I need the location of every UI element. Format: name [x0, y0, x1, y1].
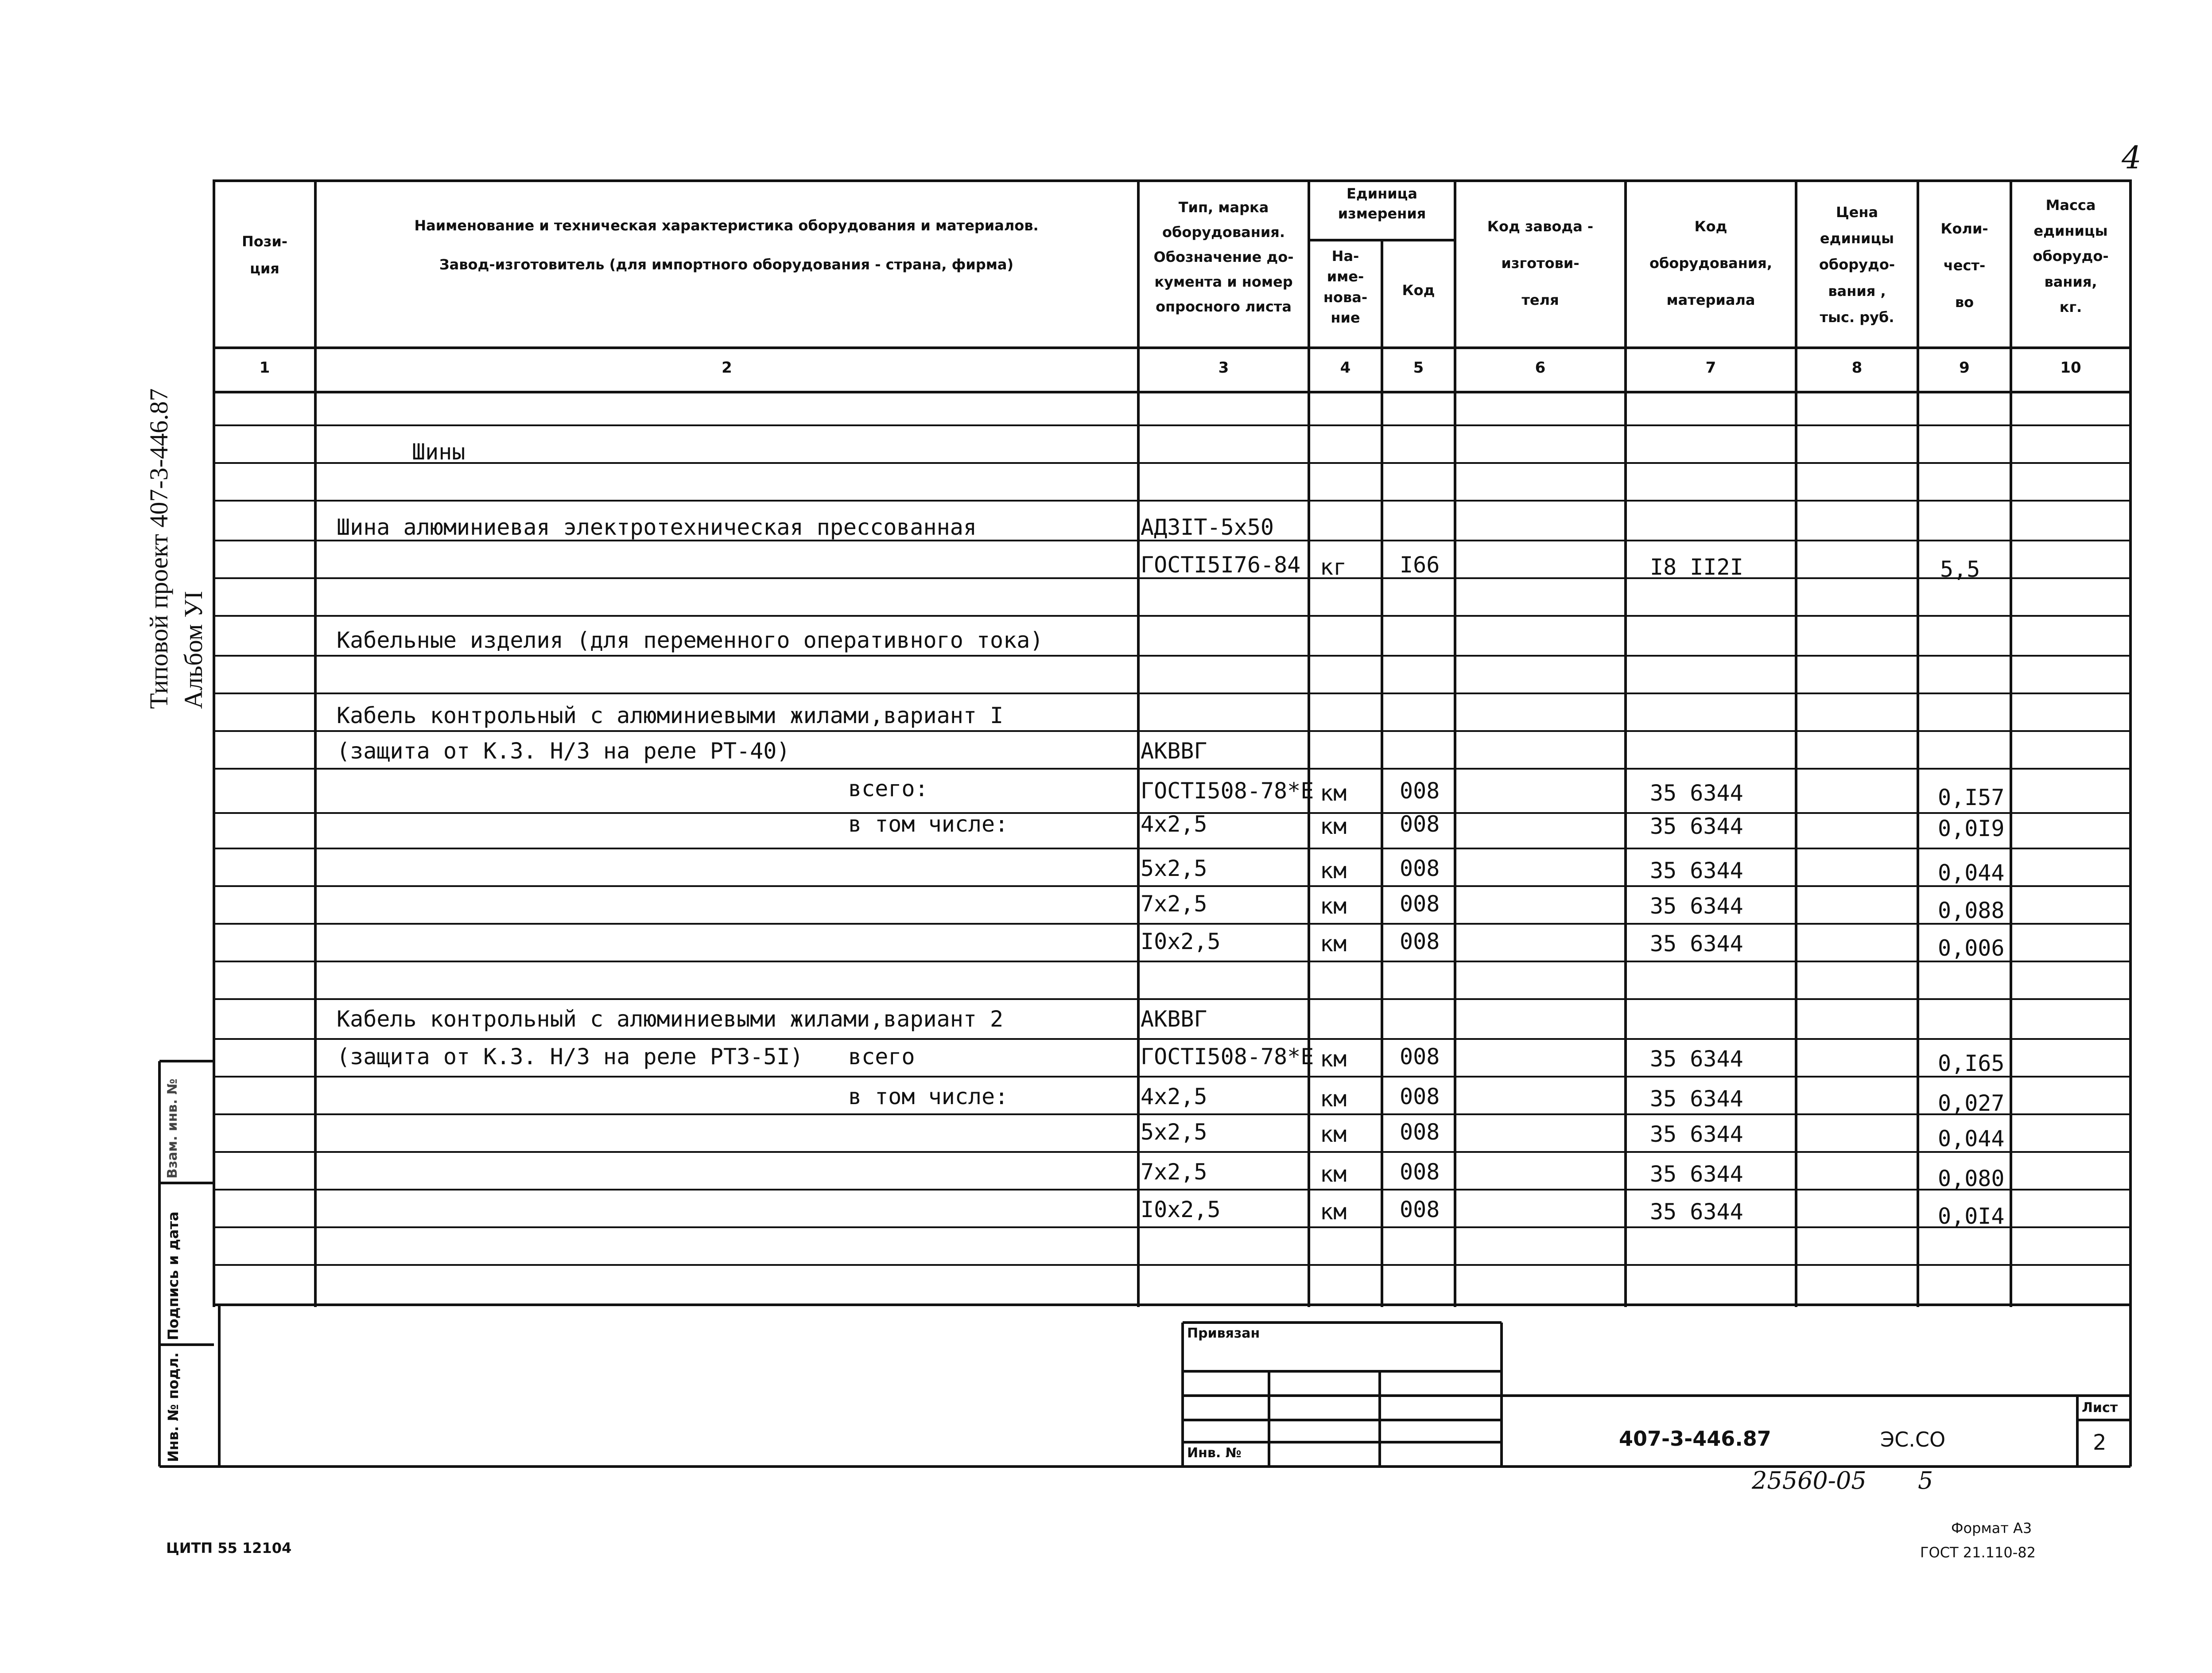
row-name: Шина алюминиевая электротехническая прессованная	[337, 514, 977, 540]
row-name: Кабель контрольный с алюминиевыми жилами,вариант I	[337, 703, 1004, 728]
row-material-code: 35 6344	[1650, 858, 1743, 883]
header-name-line2: Завод-изготовитель (для импортного оборудования - страна, фирма)	[439, 256, 1014, 273]
row-name: (защита от К.З. Н/З на реле РТЗ-5I)	[337, 1044, 803, 1070]
row-material-code: 35 6344	[1650, 1121, 1743, 1147]
row-unit: км	[1320, 780, 1347, 806]
row-material-code: 35 6344	[1650, 1199, 1743, 1225]
row-quantity: 0,006	[1938, 935, 2005, 961]
row-type: 4х2,5	[1141, 811, 1207, 837]
handwritten-sheet: 5	[1918, 1467, 1933, 1494]
row-unit: км	[1320, 1121, 1347, 1147]
header-price: Цена единицы оборудо- вания , тыс. руб.	[1819, 204, 1895, 326]
header-unit-code: Код	[1402, 282, 1435, 299]
footer-citp: ЦИТП 55 12104	[166, 1540, 292, 1556]
side-title-line2: Альбом УI	[179, 591, 208, 709]
row-type: АКВВГ	[1141, 1006, 1207, 1032]
row-code: 008	[1400, 1159, 1440, 1185]
header-factory-code: Код завода - изготови- теля	[1487, 218, 1594, 309]
row-code: 008	[1400, 856, 1440, 881]
row-unit: кг	[1320, 554, 1347, 580]
row-code: I66	[1400, 552, 1440, 578]
header-name-line1: Наименование и техническая характеристика оборудования и материалов.	[414, 217, 1039, 234]
header-position: Пози- ция	[241, 233, 288, 277]
page-number: 4	[2122, 140, 2142, 176]
row-type: АДЗIТ-5х50	[1141, 514, 1274, 540]
stamp-privyazan: Привязан	[1187, 1326, 1260, 1341]
row-code: 008	[1400, 891, 1440, 917]
row-type: 5х2,5	[1141, 1119, 1207, 1145]
row-type: 7х2,5	[1141, 1159, 1207, 1185]
row-material-code: 35 6344	[1650, 780, 1743, 806]
colnum-1: 1	[259, 359, 270, 377]
row-unit: км	[1320, 931, 1347, 957]
colnum-7: 7	[1705, 359, 1716, 377]
row-code: 008	[1400, 1044, 1440, 1070]
row-type: ГОСТI508-78*Е	[1141, 778, 1314, 804]
row-subtitle: всего:	[848, 776, 928, 801]
row-quantity: 0,0I9	[1938, 816, 2005, 841]
row-name: (защита от К.З. Н/З на реле РТ-40)	[337, 738, 790, 764]
header-name	[319, 217, 1134, 273]
colnum-3: 3	[1218, 359, 1229, 377]
row-type: 7х2,5	[1141, 891, 1207, 917]
row-name: Кабель контрольный с алюминиевыми жилами,вариант 2	[337, 1006, 1004, 1032]
row-type: ГОСТI5I76-84	[1141, 552, 1301, 578]
row-unit: км	[1320, 1199, 1347, 1225]
header-unit-name: На- име- нова- ние	[1323, 248, 1368, 327]
row-subtitle: в том числе:	[848, 1084, 1009, 1109]
row-quantity: 0,080	[1938, 1166, 2005, 1191]
row-code: 008	[1400, 1119, 1440, 1145]
row-unit: км	[1320, 813, 1347, 839]
row-type: ГОСТI508-78*Е	[1141, 1044, 1314, 1070]
sheet-label: Лист	[2082, 1400, 2118, 1416]
footer-format: Формат А3	[1951, 1520, 2032, 1537]
row-material-code: 35 6344	[1650, 813, 1743, 839]
row-unit: км	[1320, 1161, 1347, 1187]
header-type: Тип, марка оборудования. Обозначение до- кумента и номер опросного листа	[1153, 199, 1294, 315]
handwritten-number: 25560-05	[1752, 1467, 1867, 1494]
row-unit: км	[1320, 1086, 1347, 1112]
row-material-code: I8 II2I	[1650, 554, 1743, 580]
stamp-inv-no: Инв. №	[1187, 1445, 1242, 1461]
colnum-10: 10	[2060, 359, 2081, 377]
row-type: 5х2,5	[1141, 856, 1207, 881]
header-unit-group: Единица измерения	[1338, 185, 1426, 222]
header-quantity: Коли- чест- во	[1940, 220, 1988, 311]
row-code: 008	[1400, 811, 1440, 837]
colnum-5: 5	[1413, 359, 1424, 377]
row-quantity: 5,5	[1940, 556, 1980, 582]
row-code: 008	[1400, 1084, 1440, 1109]
left-stamp-change: Взам. инв. №	[165, 1078, 180, 1179]
row-quantity: 0,044	[1938, 860, 2005, 886]
sheet-number: 2	[2093, 1430, 2107, 1455]
row-subtitle: в том числе:	[848, 811, 1009, 837]
row-unit: км	[1320, 858, 1347, 883]
row-code: 008	[1400, 1197, 1440, 1222]
row-material-code: 35 6344	[1650, 1086, 1743, 1112]
row-quantity: 0,044	[1938, 1126, 2005, 1152]
left-stamp-sign: Подпись и дата	[165, 1211, 182, 1340]
row-unit: км	[1320, 1046, 1347, 1072]
row-material-code: 35 6344	[1650, 931, 1743, 957]
header-material-code: Код оборудования, материала	[1649, 218, 1772, 309]
row-name: Кабельные изделия (для переменного оперативного тока)	[337, 627, 1044, 653]
row-type: I0х2,5	[1141, 1197, 1221, 1222]
colnum-4: 4	[1340, 359, 1351, 377]
row-type: I0х2,5	[1141, 929, 1221, 954]
row-unit: км	[1320, 893, 1347, 919]
side-title-line1: Типовой проект 407-3-446.87	[144, 388, 173, 709]
row-material-code: 35 6344	[1650, 1046, 1743, 1072]
row-type: 4х2,5	[1141, 1084, 1207, 1109]
row-code: 008	[1400, 929, 1440, 954]
colnum-9: 9	[1959, 359, 1970, 377]
colnum-2: 2	[722, 359, 732, 377]
left-stamp-inv: Инв. № подл.	[165, 1352, 182, 1462]
row-name: Шины	[412, 439, 466, 465]
row-quantity: 0,088	[1938, 898, 2005, 923]
document-code: 407-3-446.87	[1619, 1427, 1771, 1451]
row-quantity: 0,027	[1938, 1090, 2005, 1116]
row-quantity: 0,I65	[1938, 1050, 2005, 1076]
row-material-code: 35 6344	[1650, 1161, 1743, 1187]
colnum-6: 6	[1535, 359, 1546, 377]
footer-gost: ГОСТ 21.110-82	[1920, 1544, 2036, 1561]
row-material-code: 35 6344	[1650, 893, 1743, 919]
row-subtitle: всего	[848, 1044, 915, 1070]
colnum-8: 8	[1851, 359, 1863, 377]
row-type: АКВВГ	[1141, 738, 1207, 764]
row-quantity: 0,0I4	[1938, 1203, 2005, 1229]
row-code: 008	[1400, 778, 1440, 804]
row-quantity: 0,I57	[1938, 785, 2005, 810]
document-mark: ЭС.СО	[1880, 1428, 1946, 1451]
header-mass: Масса единицы оборудо- вания, кг.	[2033, 197, 2109, 316]
